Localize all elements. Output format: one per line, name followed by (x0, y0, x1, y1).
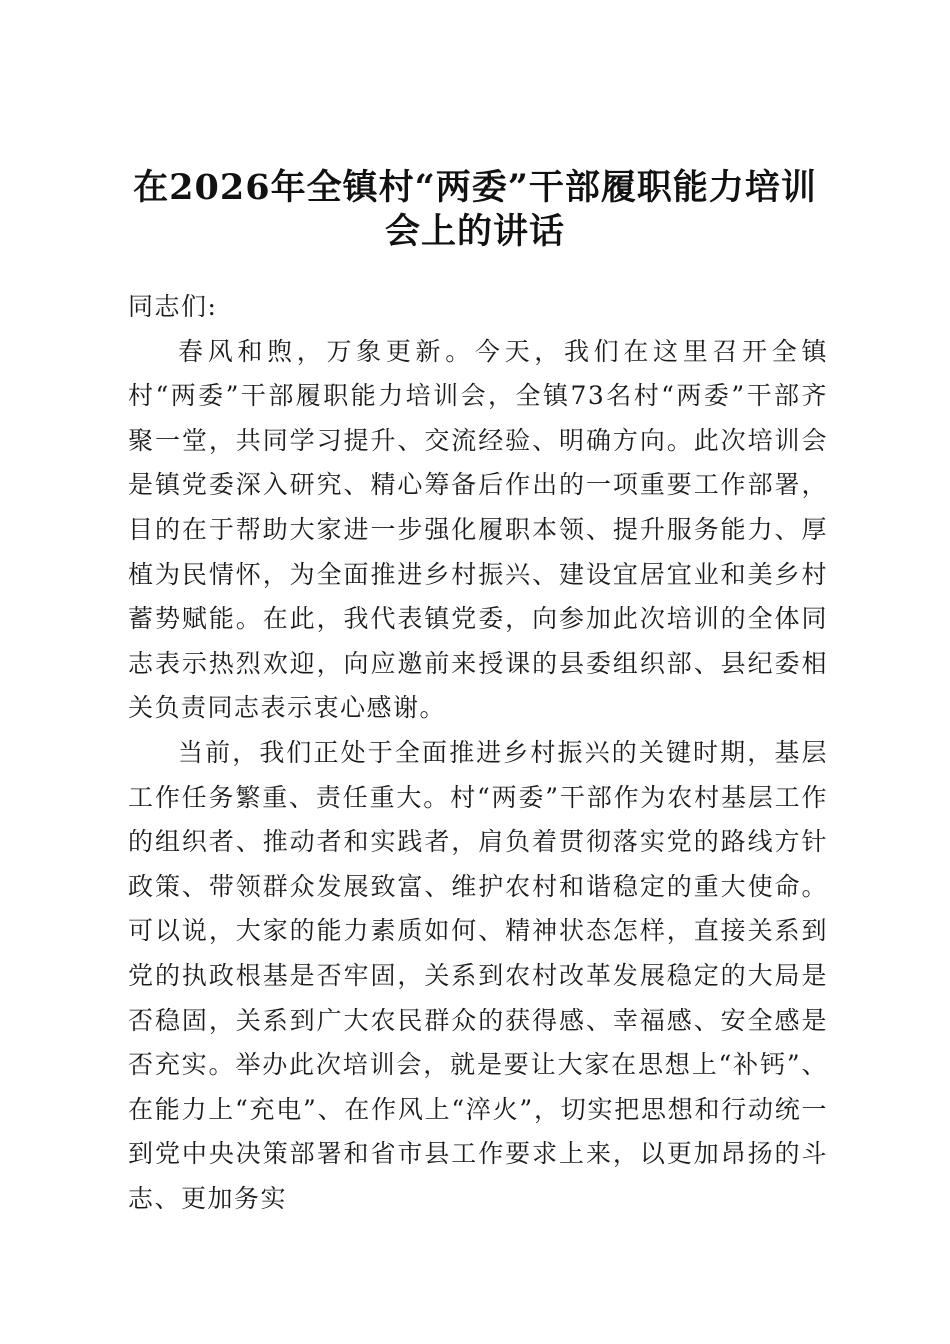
title-line-2: 会上的讲话 (384, 211, 565, 252)
document-title (120, 166, 830, 254)
salutation: 同志们: (128, 292, 218, 321)
paragraph-opening: 春风和煦，万象更新。今天，我们在这里召开全镇村“两委”干部履职能力培训会，全镇73名村“两委”干部齐聚一堂，共同学习提升、交流经验、明确方向。此次培训会是镇党委深入研究、精心筹备后作出的一项重要工作部署，目的在于帮助大家进一步强化履职本领、提升服务能力、厚植为民情怀，为全面推进乡村振兴、建设宜居宜业和美乡村蓄势赋能。在此，我代表镇党委，向参加此次培训的全体同志表示热烈欢迎，向应邀前来授课的县委组织部、县纪委相关负责同志表示衷心感谢。 (128, 336, 828, 723)
speech-body (128, 285, 828, 1221)
paragraph-current-situation: 当前，我们正处于全面推进乡村振兴的关键时期，基层工作任务繁重、责任重大。村“两委”干部作为农村基层工作的组织者、推动者和实践者，肩负着贯彻落实党的路线方针政策、带领群众发展致富、维护农村和谐稳定的重大使命。可以说，大家的能力素质如何、精神状态怎样，直接关系到党的执政根基是否牢固，关系到农村改革发展稳定的大局是否稳固，关系到广大农民群众的获得感、幸福感、安全感是否充实。举办此次培训会，就是要让大家在思想上“补钙”、在能力上“充电”、在作风上“淬火”，切实把思想和行动统一到党中央决策部署和省市县工作要求上来，以更加昂扬的斗志、更加务实 (128, 737, 828, 1213)
title-line-1: 在2026年全镇村“两委”干部履职能力培训 (133, 167, 817, 208)
